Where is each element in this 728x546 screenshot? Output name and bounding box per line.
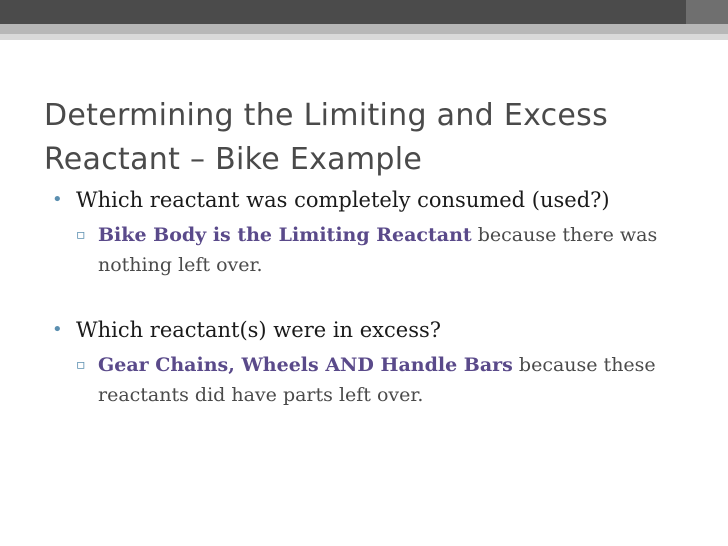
bullet-text: Which reactant was completely consumed (used?) xyxy=(76,188,610,212)
bullet-icon: • xyxy=(52,189,63,210)
bullet-item-excess xyxy=(50,314,690,346)
slide-content xyxy=(50,184,690,410)
sub-bullet-text: because there was nothing left over. xyxy=(98,224,658,276)
sub-bullet-limiting xyxy=(50,220,690,280)
header-corner-block xyxy=(686,0,728,24)
sub-bullet-emphasis: Gear Chains, Wheels AND Handle Bars xyxy=(98,354,513,376)
header-band-accent xyxy=(0,34,728,40)
bullet-text: Which reactant(s) were in excess? xyxy=(76,318,442,342)
sub-bullet-text: because these reactants did have parts left over. xyxy=(98,354,656,406)
slide-title: Determining the Limiting and Excess Reactant – Bike Example xyxy=(44,98,609,177)
sub-bullet-emphasis: Bike Body is the Limiting Reactant xyxy=(98,224,472,246)
header-band-dark xyxy=(0,0,728,24)
header-band-light xyxy=(0,24,728,34)
sub-bullet-icon: ▫ xyxy=(76,357,86,373)
bullet-icon: • xyxy=(52,319,63,340)
spacer xyxy=(50,280,690,314)
bullet-item-consumed xyxy=(50,184,690,216)
sub-bullet-excess xyxy=(50,350,690,410)
sub-bullet-icon: ▫ xyxy=(76,227,86,243)
